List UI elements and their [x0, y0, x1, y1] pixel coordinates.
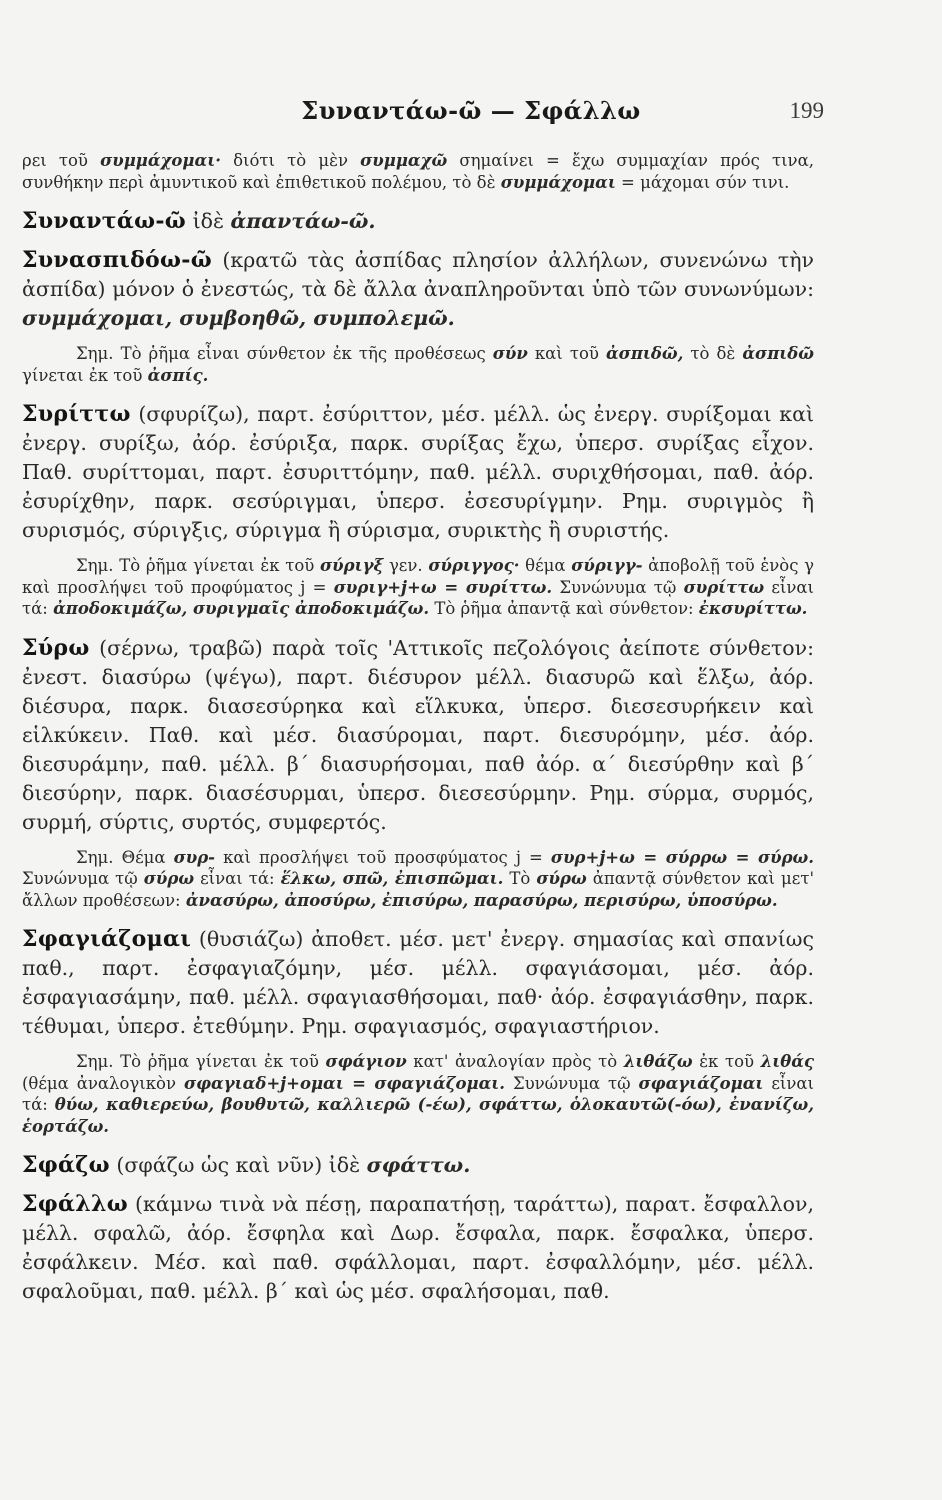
page-title: Συναντάω-ῶ — Σφάλλω	[301, 96, 641, 125]
text-run: Σημ. Τὸ ῥῆμα γίνεται ἐκ τοῦ	[76, 1052, 326, 1071]
note-paragraph	[22, 343, 814, 386]
headword: Συρίττω	[22, 401, 131, 427]
italic-term: ἐκσυρίττω.	[698, 599, 808, 618]
text-run: Σημ. Τὸ ῥῆμα εἶναι σύνθετον ἐκ τῆς προθέσεως	[76, 344, 493, 363]
text-run: Σημ. Τὸ ῥῆμα γίνεται ἐκ τοῦ	[76, 556, 320, 575]
italic-term: συρ-	[173, 847, 216, 867]
italic-term: σύν	[492, 344, 528, 363]
italic-term: συμμάχομαι	[500, 172, 616, 192]
text-run: Τὸ ῥῆμα ἀπαντᾷ καὶ σύνθετον:	[429, 599, 699, 618]
text-run: ἀποβολῇ τοῦ ἑνὸς γ καὶ προσλήψει τοῦ προφύματος j =	[22, 556, 814, 597]
headword: Σύρω	[22, 634, 90, 661]
text-run: ἰδὲ	[186, 209, 231, 233]
italic-term: ἀσπιδῶ,	[605, 344, 684, 363]
page-number: 199	[789, 98, 824, 123]
italic-term: ἕλκω, σπῶ, ἐπισπῶμαι.	[280, 869, 504, 888]
entry-paragraph	[22, 925, 814, 1041]
entry-paragraph	[22, 634, 814, 837]
headword: Σφάλλω	[22, 1191, 128, 1217]
italic-term: συμμάχομαι·	[100, 151, 221, 170]
entry-paragraph	[22, 400, 814, 545]
italic-term: λιθάς	[760, 1052, 814, 1071]
italic-term: σύρω	[143, 869, 195, 888]
italic-term: ἀποδοκιμάζω, συριγμαῖς ἀποδοκιμάζω.	[53, 599, 430, 618]
headword: Συναντάω-ῶ	[22, 208, 187, 234]
text-run: (θέμα ἀναλογικὸν	[22, 1073, 184, 1093]
italic-term: σύριγγ-	[571, 556, 643, 575]
italic-term: συμμάχομαι, συμβοηθῶ, συμπολεμῶ.	[22, 306, 455, 330]
entry-paragraph	[22, 150, 814, 193]
text-run: καὶ προσλήψει τοῦ προσφύματος j =	[215, 847, 551, 867]
text-run: (κάμνω τινὰ νὰ πέσῃ, παραπατήσῃ, ταράττω), παρατ. ἔσφαλλον, μέλλ. σφαλῶ, ἀόρ. ἔσφηλα καὶ Δωρ. ἔσφαλα, παρκ. ἔσφαλκα, ὑπερσ. ἐσφάλκειν. Μέσ. καὶ παθ. σφάλλομαι, παρτ. ἐσφαλλόμην, μέσ. μέλλ. σφαλοῦμαι, παθ. μέλλ. β΄ καὶ ὡς μέσ. σφαλήσομαι, παθ.	[22, 1192, 814, 1303]
italic-term: σύριγγος·	[428, 556, 520, 575]
headword: Συνασπιδόω-ῶ	[22, 247, 212, 273]
entry-paragraph	[22, 1151, 814, 1180]
italic-term: σύριγξ	[320, 556, 384, 575]
italic-term: ἀσπιδῶ	[742, 344, 814, 363]
text-run: γεν.	[383, 556, 429, 575]
text-run: Συνώνυμα τῷ	[22, 869, 144, 888]
italic-term: σφάττω.	[366, 1153, 471, 1177]
text-run: εἶναι τά:	[22, 1073, 814, 1114]
note-paragraph	[22, 847, 814, 912]
text-run: (σφυρίζω), παρτ. ἐσύριττον, μέσ. μέλλ. ὡς ἐνεργ. συρίξομαι καὶ ἐνεργ. συρίξω, ἀόρ. ἐσύριξα, παρκ. συρίξας ἔχω, ὑπερσ. συρίξας εἶχον. Παθ. συρίττομαι, παρτ. ἐσυριττόμην, παθ. μέλλ. συριχθήσομαι, παθ. ἀόρ. ἐσυρίχθην, παρκ. σεσύριγμαι, ὑπερσ. ἐσεσυρίγμην. Ρημ. συριγμὸς ἢ συρισμός, σύριγξις, σύριγμα ἢ σύρισμα, συρικτὴς ἢ συριστής.	[22, 402, 814, 542]
italic-term: συριγ+j+ω = συρίττω.	[333, 577, 553, 597]
text-run: Συνώνυμα τῷ	[552, 577, 684, 597]
text-run: γίνεται ἐκ τοῦ	[22, 365, 148, 385]
text-run: (θυσιάζω) ἀποθετ. μέσ. μετ' ἐνεργ. σημασίας καὶ σπανίως παθ., παρτ. ἐσφαγιαζόμην, μέσ. μέλλ. σφαγιάσομαι, μέσ. ἀόρ. ἐσφαγιασάμην, παθ. μέλλ. σφαγιασθήσομαι, παθ· ἀόρ. ἐσφαγιάσθην, παρκ. τέθυμαι, ὑπερσ. ἐτεθύμην. Ρημ. σφαγιασμός, σφαγιαστήριον.	[22, 927, 814, 1038]
running-header	[0, 96, 942, 136]
italic-term: σύρω	[536, 869, 587, 888]
text-run: (σφάζω ὡς καὶ νῦν) ἰδὲ	[109, 1153, 367, 1177]
italic-term: συρ+j+ω = σύρρω = σύρω.	[550, 847, 815, 867]
italic-term: λιθάζω	[623, 1052, 693, 1071]
text-run: καὶ τοῦ	[527, 344, 606, 363]
text-run: Συνώνυμα τῷ	[505, 1073, 639, 1093]
headword: Σφαγιάζομαι	[22, 926, 192, 952]
text-run: ρει τοῦ	[22, 151, 101, 170]
text-run: σημαίνει = ἔχω συμμαχίαν πρός τινα, συνθήκην περὶ ἀμυντικοῦ καὶ ἐπιθετικοῦ πολέμου, τὸ δὲ	[22, 151, 814, 192]
italic-term: θύω, καθιερεύω, βουθυτῶ, καλλιερῶ (-έω), σφάττω, ὁλοκαυτῶ(-όω), ἐνανίζω, ἑορτάζω.	[22, 1095, 815, 1136]
italic-term: συρίττω	[683, 577, 765, 597]
note-paragraph	[22, 555, 814, 620]
text-run: κατ' ἀναλογίαν πρὸς τὸ	[406, 1052, 624, 1071]
text-run: εἶναι τά:	[194, 869, 281, 888]
text-run: Σημ. Θέμα	[76, 847, 174, 867]
text-run: ἐκ τοῦ	[692, 1052, 761, 1071]
italic-term: ἀσπίς.	[147, 365, 209, 385]
text-run: διότι τὸ μὲν	[220, 151, 361, 170]
italic-term: σφαγιάζομαι	[638, 1073, 764, 1093]
italic-term: σφάγιον	[325, 1052, 407, 1071]
text-run: (σέρνω, τραβῶ) παρὰ τοῖς 'Αττικοῖς πεζολόγοις ἀείποτε σύνθετον: ἐνεστ. διασύρω (ψέγω), παρτ. διέσυρον μέλλ. διασυρῶ καὶ ἕλξω, ἀόρ. διέσυρα, παρκ. διασεσύρηκα καὶ εἵλκυκα, ὑπερσ. διεσεσυρήκειν καὶ εἱλκύκειν. Παθ. καὶ μέσ. διασύρομαι, παρτ. διεσυρόμην, μέσ. ἀόρ. διεσυράμην, παθ. μέλλ. β΄ διασυρήσομαι, παθ ἀόρ. α΄ διεσύρθην καὶ β΄ διεσύρην, παρκ. διασέσυρμαι, ὑπερσ. διεσεσύρμην. Ρημ. σύρμα, συρμός, συρμή, σύρτις, συρτός, συμφερτός.	[22, 635, 814, 834]
text-run: ἀπαντᾷ σύνθετον καὶ μετ' ἄλλων προθέσεων:	[22, 869, 814, 910]
dictionary-entries	[22, 150, 814, 1316]
text-run: (κρατῶ τὰς ἀσπίδας πλησίον ἀλλήλων, συνενώνω τὴν ἀσπίδα) μόνον ὁ ἐνεστώς, τὰ δὲ ἄλλα ἀναπληροῦνται ὑπὸ τῶν συνωνύμων:	[22, 248, 814, 301]
entry-paragraph	[22, 207, 814, 236]
text-run: τὸ δὲ	[683, 344, 743, 363]
text-run: θέμα	[519, 556, 572, 575]
italic-term: ἀνασύρω, ἀποσύρω, ἐπισύρω, παρασύρω, περισύρω, ὑποσύρω.	[185, 890, 778, 910]
note-paragraph	[22, 1051, 814, 1137]
italic-term: σφαγιαδ+j+ομαι = σφαγιάζομαι.	[183, 1073, 506, 1093]
text-run: εἶναι τά:	[22, 577, 814, 618]
italic-term: ἀπαντάω-ῶ.	[230, 209, 376, 233]
entry-paragraph	[22, 246, 814, 333]
entry-paragraph	[22, 1190, 814, 1306]
text-run: Τὸ	[503, 869, 537, 888]
headword: Σφάζω	[22, 1152, 110, 1178]
text-run: = μάχομαι σύν τινι.	[615, 172, 790, 192]
italic-term: συμμαχῶ	[360, 151, 448, 170]
